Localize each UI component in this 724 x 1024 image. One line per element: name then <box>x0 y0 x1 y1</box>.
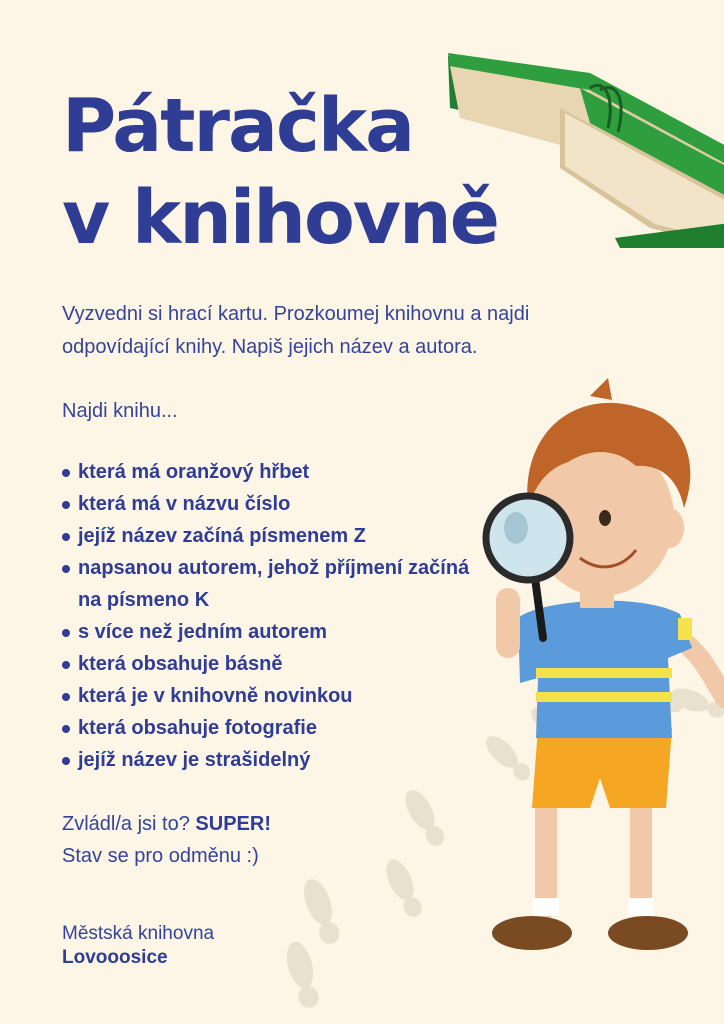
list-item: která má v názvu číslo <box>62 488 482 520</box>
page-title <box>62 80 498 264</box>
list-item: s více než jedním autorem <box>62 616 482 648</box>
footer <box>62 922 214 970</box>
footprint-icon <box>381 855 427 920</box>
title-line-1: Pátračka <box>62 83 414 169</box>
outro-text <box>62 808 271 872</box>
footer-city: Lovooosice <box>62 947 168 968</box>
find-label: Najdi knihu... <box>62 400 178 422</box>
task-list <box>62 456 482 776</box>
list-item: která obsahuje básně <box>62 648 482 680</box>
boy-illustration <box>440 378 724 978</box>
footprint-icon <box>282 939 323 1011</box>
list-item: která má oranžový hřbet <box>62 456 482 488</box>
outro-question: Zvládl/a jsi to? <box>62 813 190 835</box>
outro-reward: Stav se pro odměnu :) <box>62 845 259 867</box>
list-item: napsanou autorem, jehož příjmení začíná na písmeno K <box>62 552 482 616</box>
title-line-2: v knihovně <box>62 175 498 261</box>
footer-org: Městská knihovna <box>62 923 215 944</box>
list-item: která je v knihovně novinkou <box>62 680 482 712</box>
outro-exclaim: SUPER! <box>195 813 271 835</box>
list-item: jejíž název začíná písmenem Z <box>62 520 482 552</box>
footprint-icon <box>299 875 345 947</box>
list-item: jejíž název je strašidelný <box>62 744 482 776</box>
list-item: která obsahuje fotografie <box>62 712 482 744</box>
intro-text: Vyzvedni si hrací kartu. Prozkoumej knihovnu a najdi odpovídající knihy. Napiš jejich název a autora. <box>62 303 530 358</box>
